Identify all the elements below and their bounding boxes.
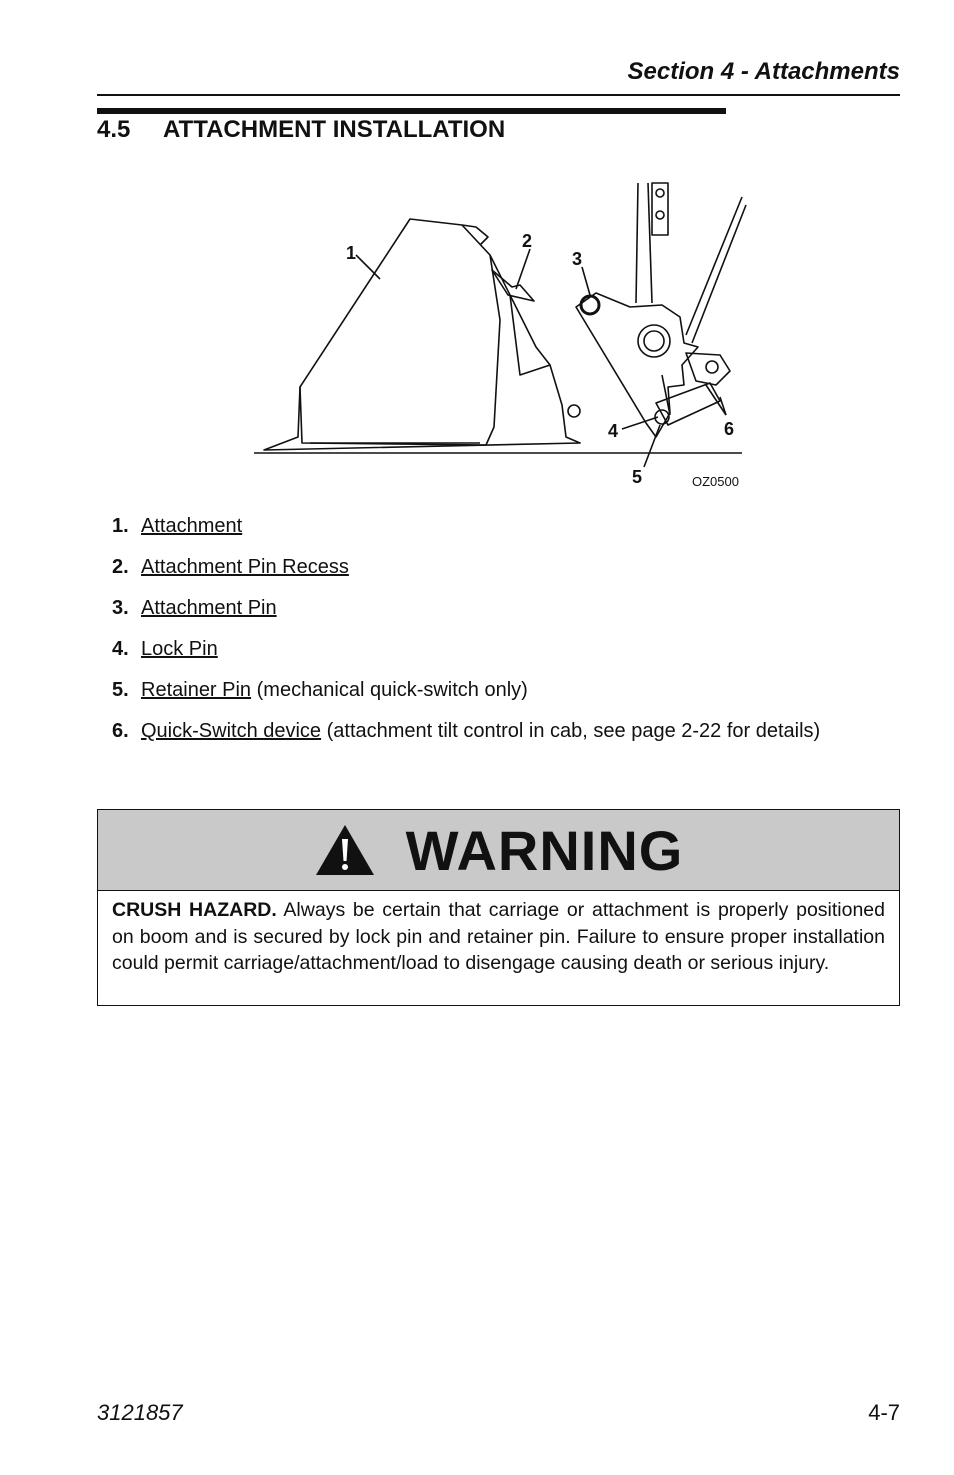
legend-note: (attachment tilt control in cab, see page 2-22 for details) (321, 720, 821, 742)
warning-lead: CRUSH HAZARD. (112, 899, 277, 921)
callout-5: 5 (632, 467, 643, 487)
section-title: ATTACHMENT INSTALLATION (163, 116, 506, 143)
warning-box (97, 809, 900, 1006)
warning-triangle-icon (314, 823, 376, 877)
heading-rule (97, 108, 726, 114)
carriage-outline (576, 293, 730, 437)
legend-item (112, 553, 820, 594)
callout-3: 3 (572, 249, 583, 269)
parts-legend (112, 512, 820, 758)
legend-item (112, 594, 820, 635)
legend-number: 4. (112, 638, 129, 660)
callout-6: 6 (724, 419, 735, 439)
section-header: Section 4 - Attachments (627, 58, 900, 85)
attachment-installation-diagram (250, 175, 750, 495)
legend-item (112, 512, 820, 553)
page-number: 4-7 (868, 1400, 900, 1425)
legend-label: Attachment Pin Recess (141, 556, 349, 578)
callout-2: 2 (522, 231, 533, 251)
section-heading (97, 116, 505, 144)
legend-label: Attachment Pin (141, 597, 277, 619)
figure-id: OZ0500 (692, 474, 739, 489)
legend-number: 6. (112, 720, 129, 742)
header-rule (97, 94, 900, 96)
callout-1: 1 (346, 243, 357, 263)
legend-number: 5. (112, 679, 129, 701)
section-number: 4.5 (97, 116, 131, 143)
legend-item (112, 717, 820, 758)
legend-note: (mechanical quick-switch only) (251, 679, 528, 701)
document-number: 3121857 (97, 1400, 183, 1425)
legend-label: Attachment (141, 515, 243, 537)
warning-header (98, 810, 899, 891)
warning-title: WARNING (405, 818, 684, 882)
legend-number: 2. (112, 556, 129, 578)
legend-label: Retainer Pin (141, 679, 252, 701)
bucket-outline (264, 219, 583, 450)
callout-4: 4 (608, 421, 619, 441)
legend-label: Quick-Switch device (141, 720, 322, 742)
legend-number: 1. (112, 515, 129, 537)
legend-number: 3. (112, 597, 129, 619)
legend-label: Lock Pin (141, 638, 218, 660)
warning-text (98, 891, 899, 977)
legend-item (112, 676, 820, 717)
legend-item (112, 635, 820, 676)
warning-body: Always be certain that carriage or attachment is properly positioned on boom and is secured by lock pin and retainer pin. Failure to ensure proper installation could permit carriage/attachment/load to disengage causing death or serious injury. (112, 899, 885, 974)
